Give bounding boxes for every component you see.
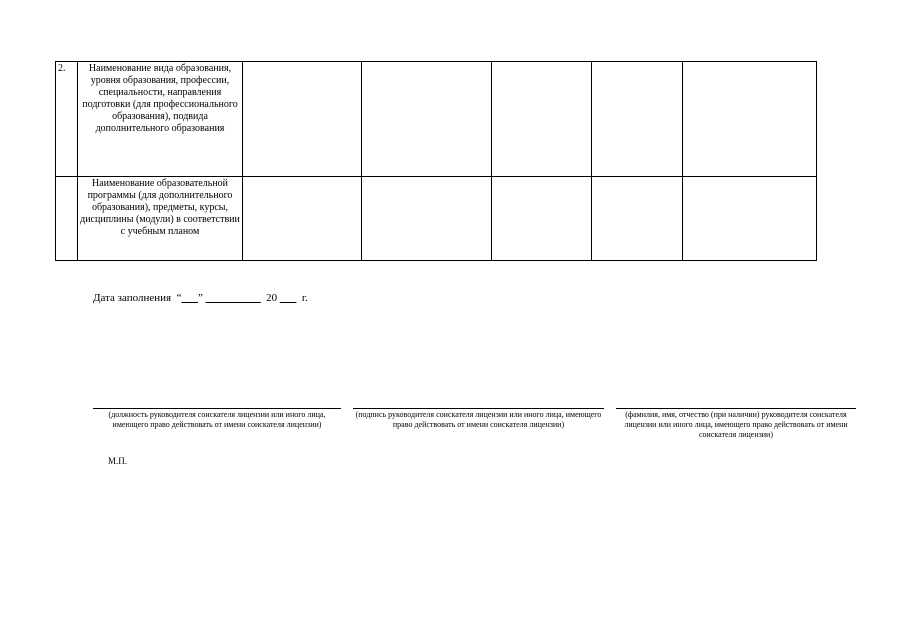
open-quote: “ (176, 292, 182, 304)
day-blank[interactable]: ___ (181, 292, 198, 304)
close-quote: ” (197, 292, 203, 304)
stamp-label: М.П. (108, 456, 128, 466)
century: 20 (266, 292, 278, 304)
table-row (56, 62, 817, 177)
full-name-caption: (фамилия, имя, отчество (при наличии) руководителя соискателя лицензии или иного лица, имеющего право действовать от имени соискателя лицензии) (616, 408, 856, 440)
form-table (55, 61, 817, 261)
row-label: Наименование вида образования, уровня образования, профессии, специальности, направления подготовки (для профессионального образования), подвида дополнительного образования (78, 62, 243, 177)
month-blank[interactable]: __________ (205, 292, 261, 304)
blank-cell[interactable] (592, 177, 683, 261)
position-signature-caption: (должность руководителя соискателя лицензии или иного лица, имеющего право действовать от имени соискателя лицензии) (93, 408, 341, 430)
row-number: 2. (56, 62, 78, 177)
fill-date (93, 292, 308, 304)
blank-cell[interactable] (592, 62, 683, 177)
blank-cell[interactable] (362, 62, 492, 177)
blank-cell[interactable] (243, 62, 362, 177)
blank-cell[interactable] (243, 177, 362, 261)
year-suffix: г. (301, 292, 308, 304)
blank-cell[interactable] (492, 62, 592, 177)
blank-cell[interactable] (492, 177, 592, 261)
fill-date-label: Дата заполнения (93, 292, 172, 304)
signature-caption: (подпись руководителя соискателя лицензии или иного лица, имеющего право действовать от имени соискателя лицензии) (353, 408, 604, 430)
blank-cell[interactable] (362, 177, 492, 261)
blank-cell[interactable] (683, 177, 817, 261)
row-label: Наименование образовательной программы (для дополнительного образования), предметы, курсы, дисциплины (модули) в соответствии с учебным планом (78, 177, 243, 261)
blank-cell[interactable] (683, 62, 817, 177)
row-number (56, 177, 78, 261)
table-row (56, 177, 817, 261)
year-blank[interactable]: ___ (279, 292, 297, 304)
